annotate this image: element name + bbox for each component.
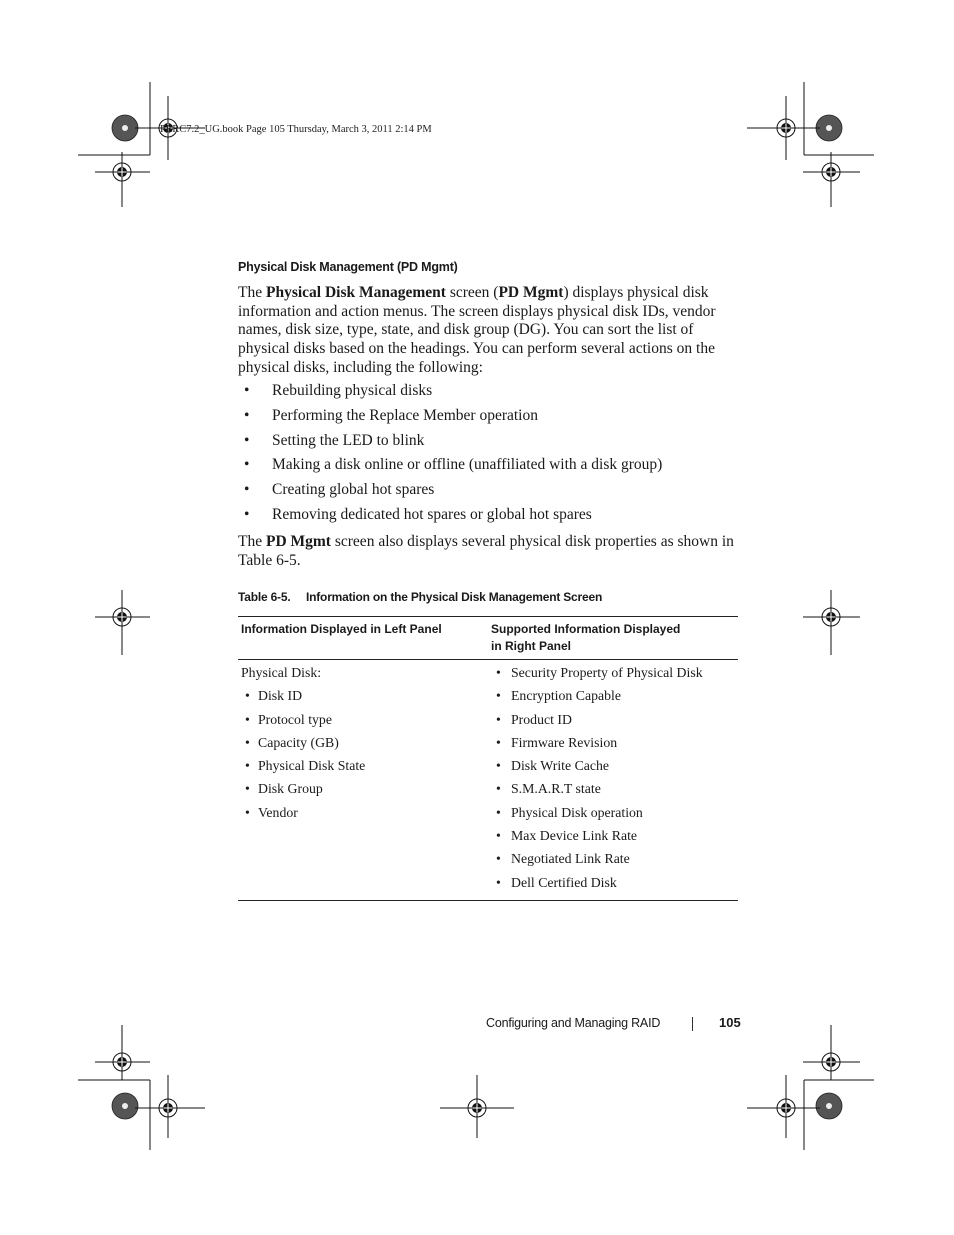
section-heading: Physical Disk Management (PD Mgmt): [238, 260, 458, 274]
right-panel-item-text: Max Device Link Rate: [511, 828, 638, 844]
table-caption-title: Information on the Physical Disk Management Screen: [306, 590, 603, 604]
bullet-glyph: •: [496, 688, 501, 704]
bullet-glyph: •: [496, 734, 501, 750]
intro-text: The: [238, 284, 266, 301]
bottom-right-corner-mark: [747, 1025, 874, 1150]
right-panel-item-text: Firmware Revision: [511, 734, 618, 750]
right-panel-item: [491, 661, 738, 684]
bullet-glyph: •: [496, 711, 501, 727]
list-item: [238, 481, 738, 506]
action-list: [238, 382, 738, 531]
right-panel-item: [491, 801, 738, 824]
list-item: [238, 456, 738, 481]
left-panel-item: [241, 754, 491, 777]
bottom-center-mark: [440, 1075, 514, 1138]
top-right-corner-mark: [747, 82, 874, 207]
right-panel-item: [491, 708, 738, 731]
list-item-text: Performing the Replace Member operation: [272, 406, 538, 424]
list-item: [238, 432, 738, 457]
list-item: [238, 382, 738, 407]
right-panel-item: [491, 754, 738, 777]
bullet-glyph: •: [496, 828, 501, 844]
intro-emphasis: PD Mgmt: [498, 284, 564, 301]
info-table: [238, 616, 738, 901]
bullet-glyph: •: [496, 851, 501, 867]
outro-emphasis: PD Mgmt: [265, 533, 331, 550]
outro-paragraph: [238, 533, 738, 570]
table-header-row: [238, 617, 738, 660]
left-panel-column: [238, 661, 491, 894]
bullet-glyph: •: [496, 758, 501, 774]
bullet-glyph: •: [244, 431, 250, 449]
bullet-glyph: •: [245, 734, 250, 750]
right-panel-item-text: Encryption Capable: [511, 688, 621, 704]
list-item-text: Making a disk online or offline (unaffiliated with a disk group): [272, 456, 663, 474]
print-slug-line: PERC7.2_UG.book Page 105 Thursday, March 3, 2011 2:14 PM: [160, 124, 432, 135]
right-panel-column: [491, 661, 738, 894]
bullet-glyph: •: [496, 781, 501, 797]
header-left-panel: Information Displayed in Left Panel: [241, 622, 442, 636]
bullet-glyph: •: [496, 665, 501, 680]
table-caption: [238, 590, 602, 604]
right-panel-item-text: Physical Disk operation: [511, 804, 643, 820]
right-panel-item: [491, 847, 738, 870]
left-panel-item: [241, 708, 491, 731]
intro-text: ) displays physical disk information and action menus. The screen displays physical disk IDs, vendor names, disk size, type, state, and disk group (DG). You can sort the list of physical disks based on the headings. You can perform several actions on the physical disks, including the following:: [238, 284, 716, 376]
running-footer-title: Configuring and Managing RAID: [486, 1016, 661, 1030]
right-panel-item: [491, 824, 738, 847]
bullet-glyph: •: [245, 804, 250, 820]
left-panel-item-text: Disk ID: [258, 688, 303, 704]
footer-divider: [692, 1017, 693, 1031]
left-panel-item: [241, 801, 491, 824]
left-panel-item: [241, 684, 491, 707]
left-panel-item: [241, 777, 491, 800]
right-panel-item: [491, 871, 738, 894]
list-item-text: Removing dedicated hot spares or global hot spares: [272, 505, 592, 523]
intro-text: screen (: [445, 284, 499, 301]
table-body-row: [238, 660, 738, 900]
intro-emphasis: Physical Disk Management: [265, 284, 446, 301]
bottom-left-corner-mark: [78, 1025, 205, 1150]
middle-right-mark: [803, 590, 860, 655]
right-panel-item-text: Dell Certified Disk: [511, 874, 617, 890]
right-panel-item-text: Product ID: [511, 711, 572, 727]
list-item: [238, 407, 738, 432]
right-panel-item-text: Security Property of Physical Disk: [511, 665, 703, 680]
top-left-corner-mark: [78, 82, 205, 207]
list-item-text: Setting the LED to blink: [272, 431, 425, 449]
bullet-glyph: •: [244, 456, 250, 474]
bullet-glyph: •: [245, 711, 250, 727]
bullet-glyph: •: [244, 406, 250, 424]
list-item: [238, 506, 738, 531]
bullet-glyph: •: [245, 758, 250, 774]
bullet-glyph: •: [245, 688, 250, 704]
right-panel-item: [491, 731, 738, 754]
left-panel-item-text: Capacity (GB): [258, 734, 339, 750]
left-panel-item-text: Protocol type: [258, 711, 332, 727]
list-item-text: Creating global hot spares: [272, 481, 435, 499]
list-item-text: Rebuilding physical disks: [272, 382, 433, 399]
bullet-glyph: •: [244, 481, 250, 499]
bullet-glyph: •: [244, 505, 250, 523]
bullet-glyph: •: [496, 874, 501, 890]
outro-text: The: [238, 533, 266, 550]
right-panel-item-text: Negotiated Link Rate: [511, 851, 630, 867]
left-panel-item-text: Physical Disk State: [258, 758, 366, 774]
left-panel-label: Physical Disk:: [241, 665, 322, 680]
right-panel-item: [491, 777, 738, 800]
bullet-glyph: •: [496, 804, 501, 820]
outro-text: screen also displays several physical disk properties as shown in Table 6-5.: [238, 533, 734, 569]
middle-left-mark: [95, 590, 150, 655]
header-right-panel: Supported Information Displayed in Right Panel: [491, 622, 681, 653]
right-panel-item-text: S.M.A.R.T state: [511, 781, 601, 797]
right-panel-item: [491, 684, 738, 707]
page-number: 105: [719, 1015, 741, 1030]
left-panel-item-text: Disk Group: [258, 781, 323, 797]
left-panel-item: [241, 731, 491, 754]
table-caption-number: Table 6-5.: [238, 590, 291, 604]
intro-paragraph: [238, 284, 738, 378]
bullet-glyph: •: [245, 781, 250, 797]
right-panel-item-text: Disk Write Cache: [511, 758, 610, 774]
left-panel-item-text: Vendor: [258, 804, 298, 820]
bullet-glyph: •: [244, 382, 250, 399]
